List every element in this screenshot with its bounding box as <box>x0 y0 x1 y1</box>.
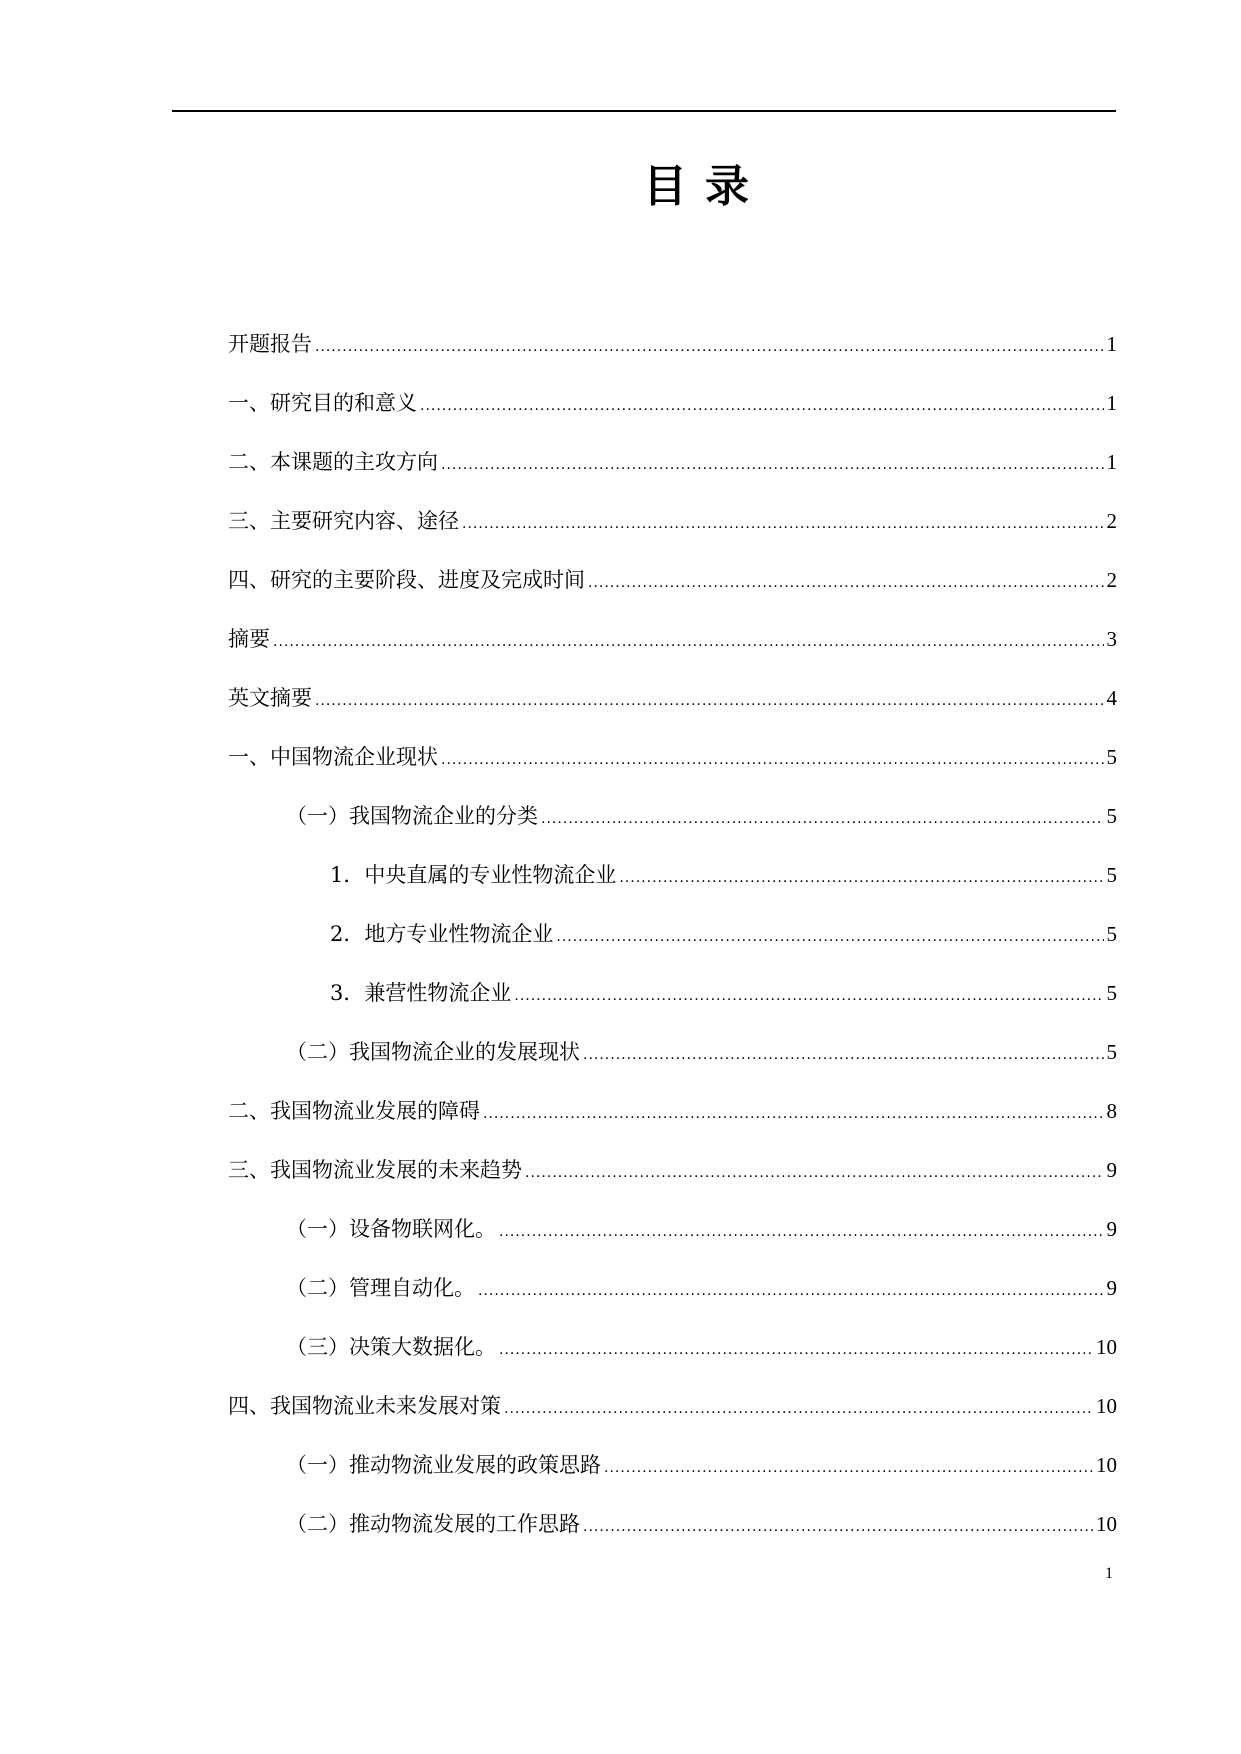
toc-entry-label: 开题报告 <box>228 332 312 356</box>
toc-entry-label: （一）我国物流企业的分类 <box>286 804 538 828</box>
toc-entry[interactable] <box>228 446 1117 478</box>
toc-entry-label: 三、我国物流业发展的未来趋势 <box>228 1158 522 1182</box>
toc-leader-dots <box>604 1452 1093 1484</box>
toc-leader-dots <box>441 744 1104 776</box>
toc-entry[interactable] <box>228 1390 1117 1422</box>
toc-leader-dots <box>315 331 1104 363</box>
toc-entry[interactable] <box>330 977 1117 1009</box>
toc-entry-page: 8 <box>1106 1099 1117 1123</box>
toc-entry-page: 5 <box>1106 863 1117 887</box>
toc-entry[interactable] <box>228 682 1117 714</box>
toc-entry-label: 摘要 <box>228 627 270 651</box>
toc-entry-label: （一）设备物联网化。 <box>286 1217 496 1241</box>
toc-entry-page: 2 <box>1106 509 1117 533</box>
toc-leader-dots <box>478 1275 1104 1307</box>
toc-entry-page: 5 <box>1106 922 1117 946</box>
toc-entry-label: （二）管理自动化。 <box>286 1276 475 1300</box>
toc-entry-page: 10 <box>1096 1453 1117 1477</box>
toc-entry[interactable] <box>286 1508 1117 1540</box>
toc-leader-dots <box>499 1216 1104 1248</box>
toc-leader-dots <box>483 1098 1104 1130</box>
toc-leader-dots <box>583 1511 1093 1543</box>
toc-entry-page: 3 <box>1106 627 1117 651</box>
toc-entry[interactable] <box>330 859 1117 891</box>
toc-entry[interactable] <box>228 741 1117 773</box>
toc-entry-page: 5 <box>1106 804 1117 828</box>
toc-leader-dots <box>619 862 1103 894</box>
toc-entry[interactable] <box>286 1213 1117 1245</box>
toc-leader-dots <box>499 1334 1093 1366</box>
footer-page-number: 1 <box>1105 1565 1113 1582</box>
toc-entry-label: 四、研究的主要阶段、进度及完成时间 <box>228 568 585 592</box>
toc-entry[interactable] <box>228 564 1117 596</box>
toc-entry-label: 一、研究目的和意义 <box>228 391 417 415</box>
toc-entry-label: 二、我国物流业发展的障碍 <box>228 1099 480 1123</box>
toc-leader-dots <box>441 449 1104 481</box>
toc-entry[interactable] <box>228 387 1117 419</box>
toc-entry[interactable] <box>228 1095 1117 1127</box>
toc-entry-page: 10 <box>1096 1512 1117 1536</box>
toc-entry[interactable] <box>228 328 1117 360</box>
toc-entry-page: 4 <box>1106 686 1117 710</box>
toc-leader-dots <box>273 626 1104 658</box>
toc-entry-page: 5 <box>1106 1040 1117 1064</box>
toc-entry[interactable] <box>330 918 1117 950</box>
toc-entry-page: 1 <box>1106 391 1117 415</box>
toc-leader-dots <box>504 1393 1093 1425</box>
toc-entry[interactable] <box>228 505 1117 537</box>
toc-entry-label: （二）我国物流企业的发展现状 <box>286 1040 580 1064</box>
toc-entry-label: （一）推动物流业发展的政策思路 <box>286 1453 601 1477</box>
toc-leader-dots <box>315 685 1104 717</box>
toc-leader-dots <box>514 980 1103 1012</box>
toc-entry[interactable] <box>286 800 1117 832</box>
toc-entry-label: 3．兼营性物流企业 <box>330 981 512 1005</box>
toc-entry-page: 9 <box>1106 1158 1117 1182</box>
toc-leader-dots <box>462 508 1104 540</box>
toc-entry-label: （三）决策大数据化。 <box>286 1335 496 1359</box>
toc-leader-dots <box>588 567 1104 599</box>
toc-entry-page: 9 <box>1106 1217 1117 1241</box>
toc-entry[interactable] <box>286 1272 1117 1304</box>
page-title: 目录 <box>643 161 767 212</box>
toc-entry[interactable] <box>228 1154 1117 1186</box>
toc-entry[interactable] <box>286 1449 1117 1481</box>
toc-entry-label: 英文摘要 <box>228 686 312 710</box>
toc-entry[interactable] <box>228 623 1117 655</box>
toc-entry-page: 10 <box>1096 1394 1117 1418</box>
toc-entry-label: 一、中国物流企业现状 <box>228 745 438 769</box>
toc-entry-page: 2 <box>1106 568 1117 592</box>
toc-entry[interactable] <box>286 1331 1117 1363</box>
toc-entry-label: 三、主要研究内容、途径 <box>228 509 459 533</box>
toc-entry-label: 四、我国物流业未来发展对策 <box>228 1394 501 1418</box>
toc-entry-page: 5 <box>1106 981 1117 1005</box>
toc-leader-dots <box>583 1039 1104 1071</box>
toc-leader-dots <box>420 390 1104 422</box>
toc-entry-page: 10 <box>1096 1335 1117 1359</box>
toc-entry-page: 9 <box>1106 1276 1117 1300</box>
toc-entry[interactable] <box>286 1036 1117 1068</box>
toc-entry-page: 5 <box>1106 745 1117 769</box>
toc-leader-dots <box>541 803 1104 835</box>
toc-entry-label: 二、本课题的主攻方向 <box>228 450 438 474</box>
toc-leader-dots <box>525 1157 1104 1189</box>
toc-leader-dots <box>556 921 1103 953</box>
toc-entry-page: 1 <box>1106 450 1117 474</box>
toc-entry-label: （二）推动物流发展的工作思路 <box>286 1512 580 1536</box>
toc-entry-label: 1．中央直属的专业性物流企业 <box>330 863 617 887</box>
toc-entry-label: 2．地方专业性物流企业 <box>330 922 554 946</box>
toc-entry-page: 1 <box>1106 332 1117 356</box>
